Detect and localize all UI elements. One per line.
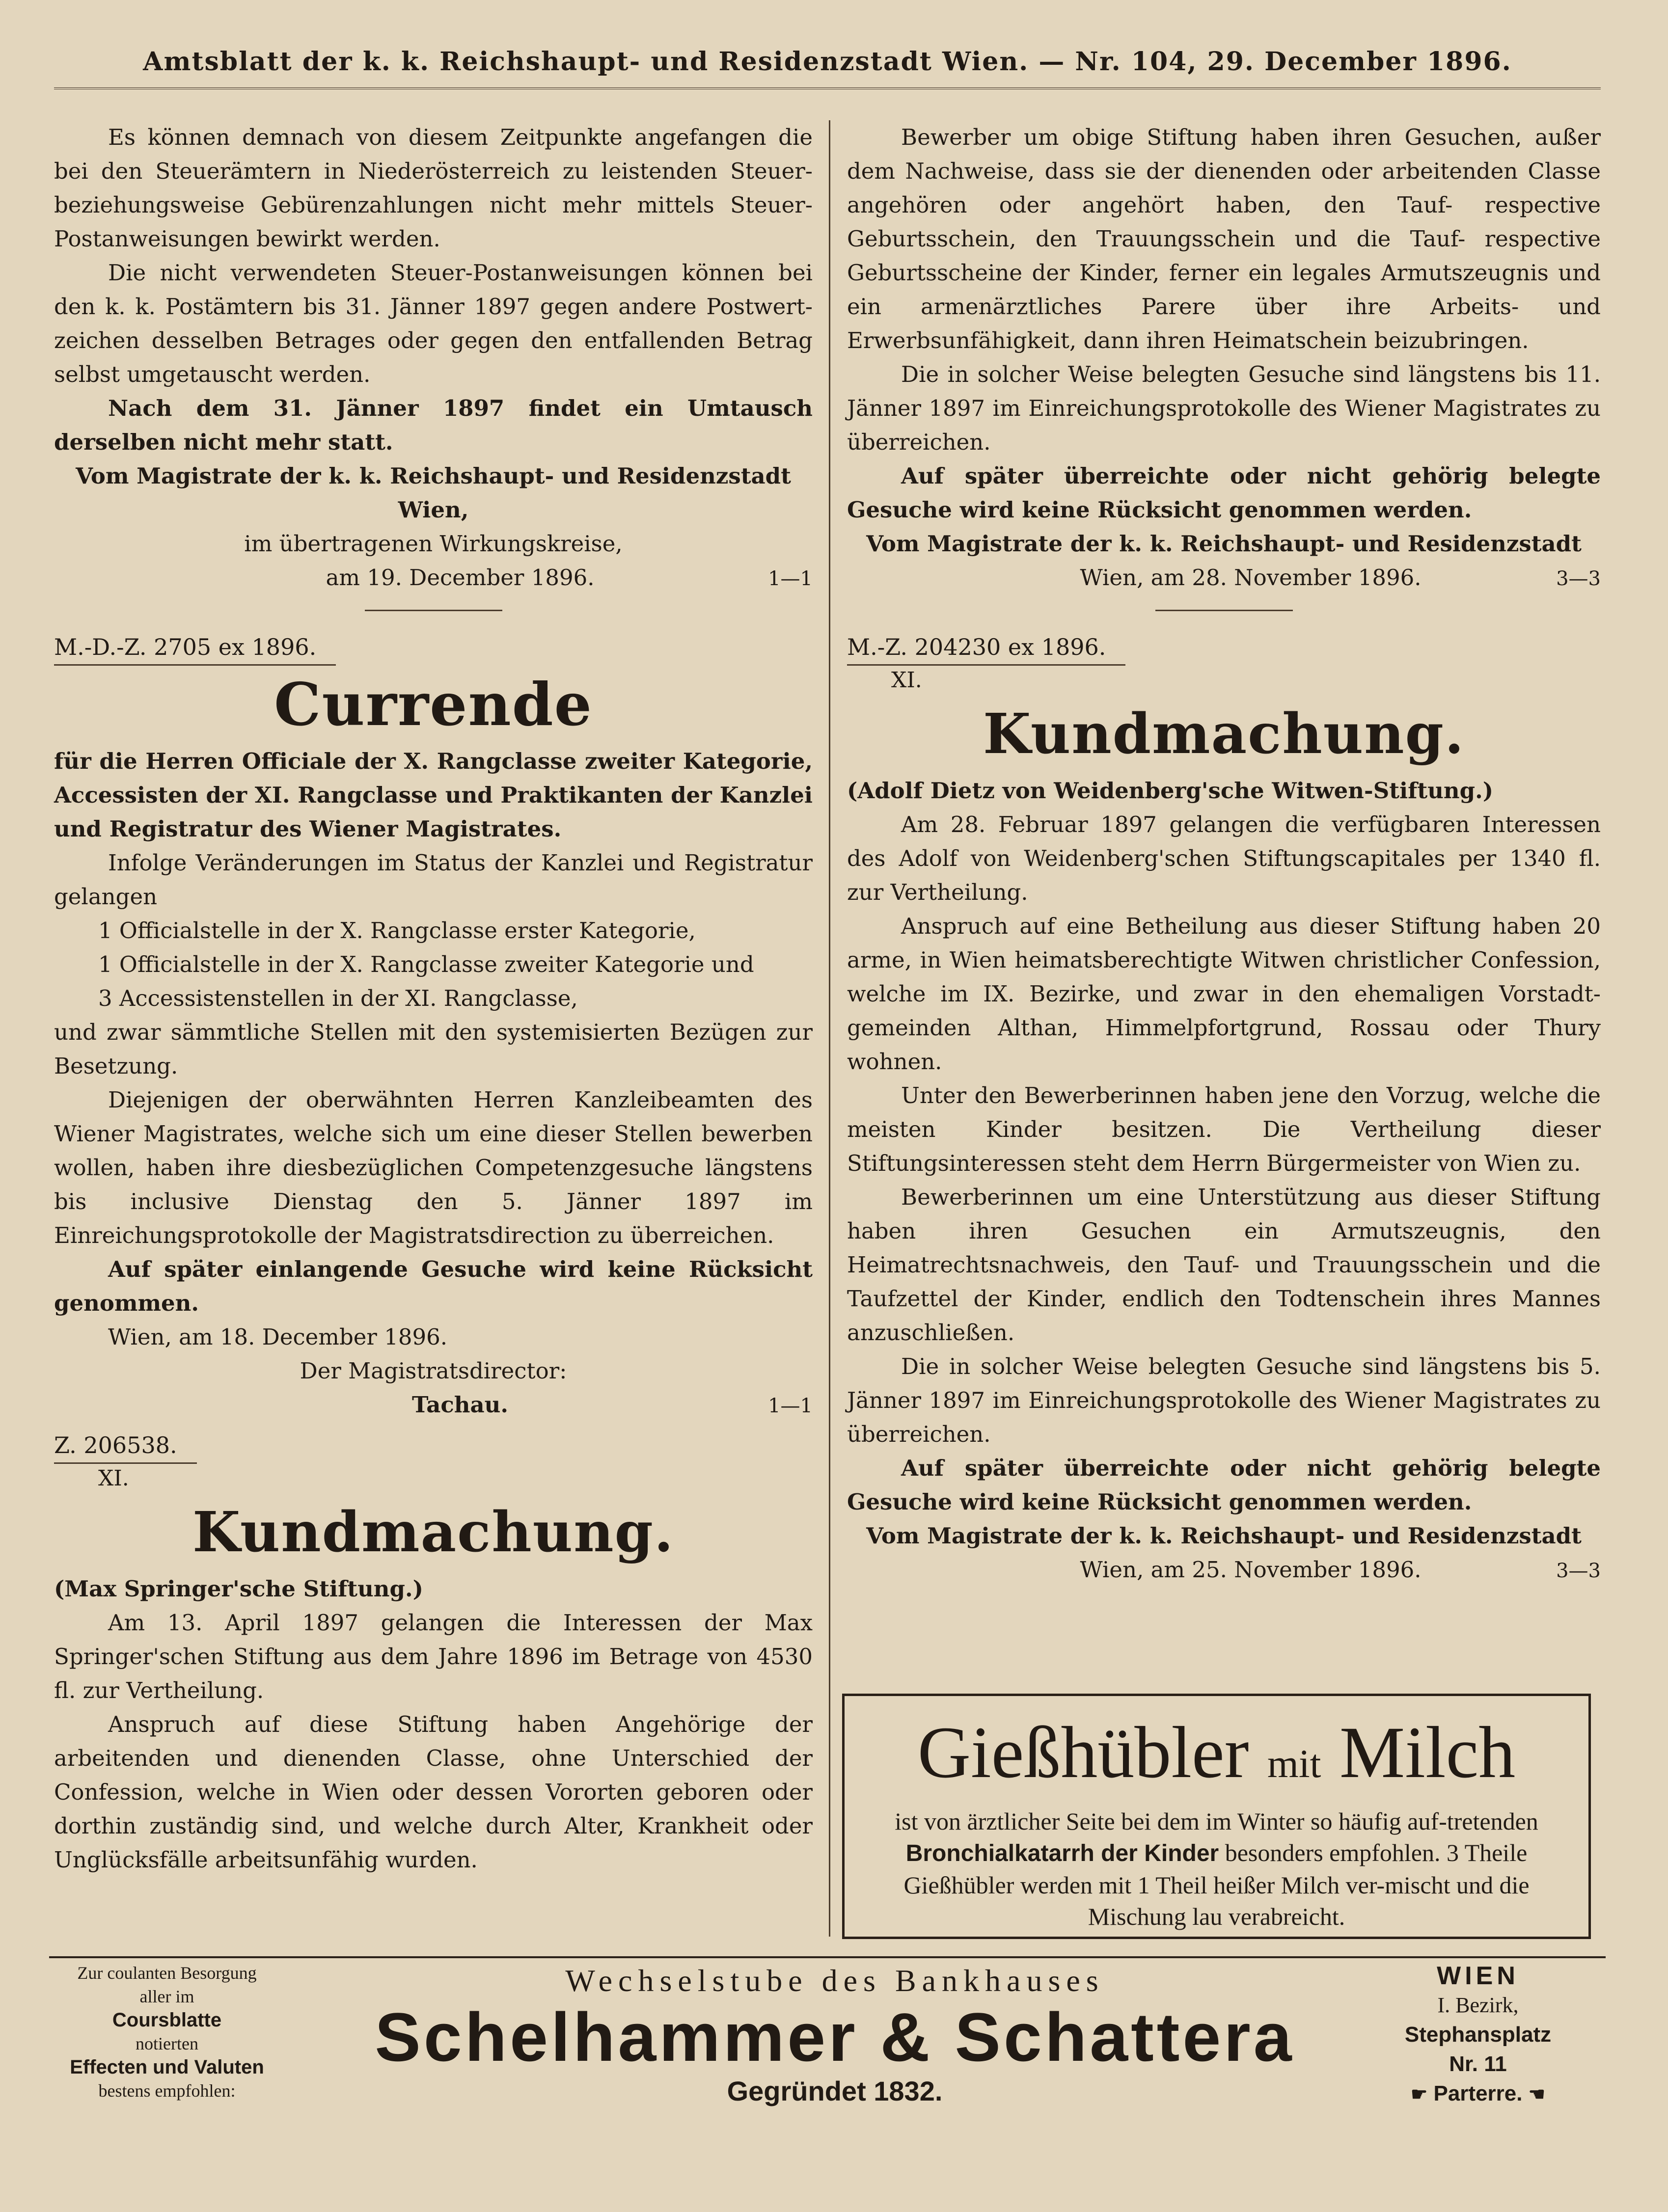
paragraph: und zwar sämmtliche Stellen mit den systemisierten Bezügen zur Besetzung. bbox=[54, 1019, 813, 1079]
signature-line: Vom Magistrate der k. k. Reichshaupt- und Residenzstadt bbox=[866, 1523, 1582, 1549]
reference-number: M.-D.-Z. 2705 ex 1896. bbox=[54, 630, 336, 666]
reference-section: XI. bbox=[891, 668, 922, 693]
right-column bbox=[847, 120, 1601, 1588]
paragraph: Es können demnach von diesem Zeitpunkte angefangen die bei den Steuerämtern in Niederösterreich zu leistenden Steuer- beziehungsweise Gebürenzahlungen nicht mehr mittels Steuer-Postanweisungen bewirkt werden. bbox=[54, 124, 813, 252]
paragraph: Die in solcher Weise belegten Gesuche sind längstens bis 11. Jänner 1897 im Einreichungsprotokolle des Wiener Magistrates zu überreichen. bbox=[847, 361, 1601, 455]
ad-text bbox=[862, 1806, 1571, 1932]
insertion-count: 3—3 bbox=[1556, 1560, 1601, 1582]
list-item: 1 Officialstelle in der X. Rangclasse zweiter Kategorie und bbox=[98, 951, 754, 977]
banner-line: aller im bbox=[139, 1987, 194, 2006]
date-line bbox=[54, 561, 813, 596]
paragraph: Anspruch auf eine Betheilung aus dieser Stiftung haben 20 arme, in Wien heimatsberechtigte Witwen christlicher Confession, welche im IX. Bezirke, und zwar in den ehemaligen Vorstadt-gemeinden Althan, Himmelpfortgrund, Rossau oder Thury wohnen. bbox=[847, 913, 1601, 1075]
date-line bbox=[847, 1553, 1601, 1588]
column-divider bbox=[829, 120, 830, 1937]
date-line: Wien, am 18. December 1896. bbox=[108, 1324, 448, 1350]
separator-rule bbox=[1155, 610, 1293, 611]
notice-subtitle: (Adolf Dietz von Weidenberg'sche Witwen-Stiftung.) bbox=[847, 778, 1494, 804]
ad-title bbox=[862, 1711, 1571, 1806]
banner-rule bbox=[49, 1956, 1606, 1958]
banner-line: bestens empfohlen: bbox=[98, 2081, 236, 2101]
header-rule bbox=[54, 87, 1601, 89]
banner-line: Coursblatte bbox=[112, 2009, 222, 2031]
insertion-count: 1—1 bbox=[768, 1395, 813, 1417]
banner-line: Zur coulanten Besorgung bbox=[77, 1963, 257, 1983]
paragraph: Die nicht verwendeten Steuer-Postanweisungen können bei den k. k. Postämtern bis 31. Jänner 1897 gegen andere Postwert-zeichen desselben Betrages oder gegen den entfallenden Betrag selbst umgetauscht werden. bbox=[54, 260, 813, 387]
banner-address-floor: Parterre. bbox=[1433, 2081, 1523, 2105]
banner-center bbox=[295, 1961, 1375, 2108]
bank-founded: Gegründet 1832. bbox=[727, 2076, 943, 2106]
ad-text-part: besonders empfohlen. 3 Theile Gießhübler werden mit 1 Theil heißer Milch ver-mischt und die Mischung lau verabreicht. bbox=[903, 1839, 1530, 1930]
left-column bbox=[54, 120, 813, 1877]
bank-name: Schelhammer & Schattera bbox=[375, 1998, 1295, 2076]
paragraph: Unter den Bewerberinnen haben jene den Vorzug, welche die meisten Kinder besitzen. Die Vertheilung dieser Stiftungsinteressen steht dem Herrn Bürgermeister von Wien zu. bbox=[847, 1082, 1601, 1176]
signature-line: Vom Magistrate der k. k. Reichshaupt- und Residenzstadt Wien, bbox=[76, 463, 791, 523]
paragraph: Auf später überreichte oder nicht gehörig belegte Gesuche wird keine Rücksicht genommen werden. bbox=[847, 463, 1601, 523]
signature-line: Vom Magistrate der k. k. Reichshaupt- und Residenzstadt bbox=[866, 531, 1582, 557]
banner-line: WIEN bbox=[1437, 1962, 1519, 1990]
page-header: Amtsblatt der k. k. Reichshaupt- und Residenzstadt Wien. — Nr. 104, 29. December 1896. bbox=[143, 47, 1512, 77]
date-text: Wien, am 25. November 1896. bbox=[1080, 1557, 1422, 1583]
separator-rule bbox=[365, 610, 502, 611]
notice-subtitle: (Max Springer'sche Stiftung.) bbox=[54, 1576, 423, 1602]
ad-title-part: mit bbox=[1267, 1741, 1321, 1786]
paragraph: Bewerber um obige Stiftung haben ihren Gesuchen, außer dem Nachweise, dass sie der dienenden oder arbeitenden Classe angehören oder angehört haben, den Tauf- respective Geburtsschein, den Trauungsschein und die Tauf- respective Geburtsscheine der Kinder, ferner ein legales Armutszeugnis und ein armenärztliches Parere über ihre Arbeits- und Erwerbsunfähigkeit, dann ihren Heimatschein beizubringen. bbox=[847, 124, 1601, 353]
paragraph: Auf später überreichte oder nicht gehörig belegte Gesuche wird keine Rücksicht genommen werden. bbox=[847, 1455, 1601, 1515]
notice-title: Currende bbox=[273, 670, 593, 739]
banner-line: Nr. 11 bbox=[1449, 2052, 1507, 2076]
pointing-hand-icon: ☛ bbox=[1411, 2084, 1428, 2105]
paragraph: Infolge Veränderungen im Status der Kanzlei und Registratur gelangen bbox=[54, 850, 813, 910]
banner-heading: Wechselstube des Bankhauses bbox=[565, 1963, 1104, 1998]
signature-name-line bbox=[54, 1388, 813, 1423]
banner-line: Stephansplatz bbox=[1404, 2023, 1552, 2047]
paragraph: Anspruch auf diese Stiftung haben Angehörige der arbeitenden und dienenden Classe, ohne Unterschied der Confession, welche in Wien oder dessen Vororten geboren oder dorthin zuständig sind, und welche durch Alter, Krankheit oder Unglücksfälle arbeitsunfähig wurden. bbox=[54, 1711, 813, 1873]
date-text: Wien, am 28. November 1896. bbox=[1080, 565, 1422, 591]
list-item: 1 Officialstelle in der X. Rangclasse erster Kategorie, bbox=[98, 917, 696, 944]
paragraph: Am 28. Februar 1897 gelangen die verfügbaren Interessen des Adolf von Weidenberg'schen Stiftungscapitales per 1340 fl. zur Vertheilung. bbox=[847, 811, 1601, 905]
reference-number: Z. 206538. bbox=[54, 1428, 197, 1464]
banner-right-text bbox=[1350, 1961, 1606, 2109]
paragraph: Am 13. April 1897 gelangen die Interessen der Max Springer'schen Stiftung aus dem Jahre 1896 im Betrage von 4530 fl. zur Vertheilung. bbox=[54, 1610, 813, 1703]
paragraph: Auf später einlangende Gesuche wird keine Rücksicht genommen. bbox=[54, 1256, 813, 1316]
bank-banner bbox=[49, 1961, 1606, 2138]
banner-line: Effecten und Valuten bbox=[70, 2056, 264, 2078]
banner-line: notierten bbox=[136, 2034, 198, 2053]
signature-name: Tachau. bbox=[412, 1392, 509, 1418]
date-text: am 19. December 1896. bbox=[326, 565, 595, 591]
paragraph: Die in solcher Weise belegten Gesuche sind längstens bis 5. Jänner 1897 im Einreichungsprotokolle des Wiener Magistrates zu überreichen. bbox=[847, 1353, 1601, 1447]
banner-left-text bbox=[49, 1961, 285, 2103]
ad-text-part: ist von ärztlicher Seite bei dem im Winter so häufig auf-tretenden bbox=[895, 1807, 1538, 1835]
reference-section: XI. bbox=[98, 1466, 129, 1491]
paragraph: Nach dem 31. Jänner 1897 findet ein Umtausch derselben nicht mehr statt. bbox=[54, 395, 813, 455]
notice-subtitle: für die Herren Officiale der X. Rangclasse zweiter Kategorie, Accessisten der XI. Rangclasse und Praktikanten der Kanzlei und Registratur des Wiener Magistrates. bbox=[54, 748, 813, 842]
signature-line: im übertragenen Wirkungskreise, bbox=[244, 531, 623, 557]
date-line bbox=[847, 561, 1601, 596]
ad-title-part: Gießhübler bbox=[917, 1712, 1249, 1793]
giesshuebler-advertisement bbox=[842, 1694, 1591, 1939]
ad-title-part: Milch bbox=[1339, 1712, 1516, 1793]
ad-text-highlight: Bronchialkatarrh der Kinder bbox=[905, 1840, 1219, 1866]
signature-role: Der Magistratsdirector: bbox=[300, 1358, 567, 1384]
insertion-count: 1—1 bbox=[768, 567, 813, 590]
banner-line bbox=[1350, 2079, 1606, 2109]
paragraph: Diejenigen der oberwähnten Herren Kanzleibeamten des Wiener Magistrates, welche sich um eine dieser Stellen bewerben wollen, haben ihre diesbezüglichen Competenzgesuche längstens bis inclusive Dienstag den 5. Jänner 1897 im Einreichungsprotokolle der Magistratsdirection zu überreichen. bbox=[54, 1087, 813, 1248]
list-item: 3 Accessistenstellen in der XI. Rangclasse, bbox=[98, 985, 578, 1011]
insertion-count: 3—3 bbox=[1556, 567, 1601, 590]
banner-line: I. Bezirk, bbox=[1437, 1993, 1519, 2017]
reference-number: M.-Z. 204230 ex 1896. bbox=[847, 630, 1125, 666]
notice-title: Kundmachung. bbox=[983, 702, 1465, 766]
notice-title: Kundmachung. bbox=[192, 1500, 674, 1565]
pointing-hand-icon: ☚ bbox=[1528, 2084, 1545, 2105]
paragraph: Bewerberinnen um eine Unterstützung aus dieser Stiftung haben ihren Gesuchen ein Armutszeugnis, den Heimatrechtsnachweis, den Tauf- und Trauungsschein und die Taufzettel der Kinder, endlich den Todtenschein ihres Mannes anzuschließen. bbox=[847, 1184, 1601, 1346]
